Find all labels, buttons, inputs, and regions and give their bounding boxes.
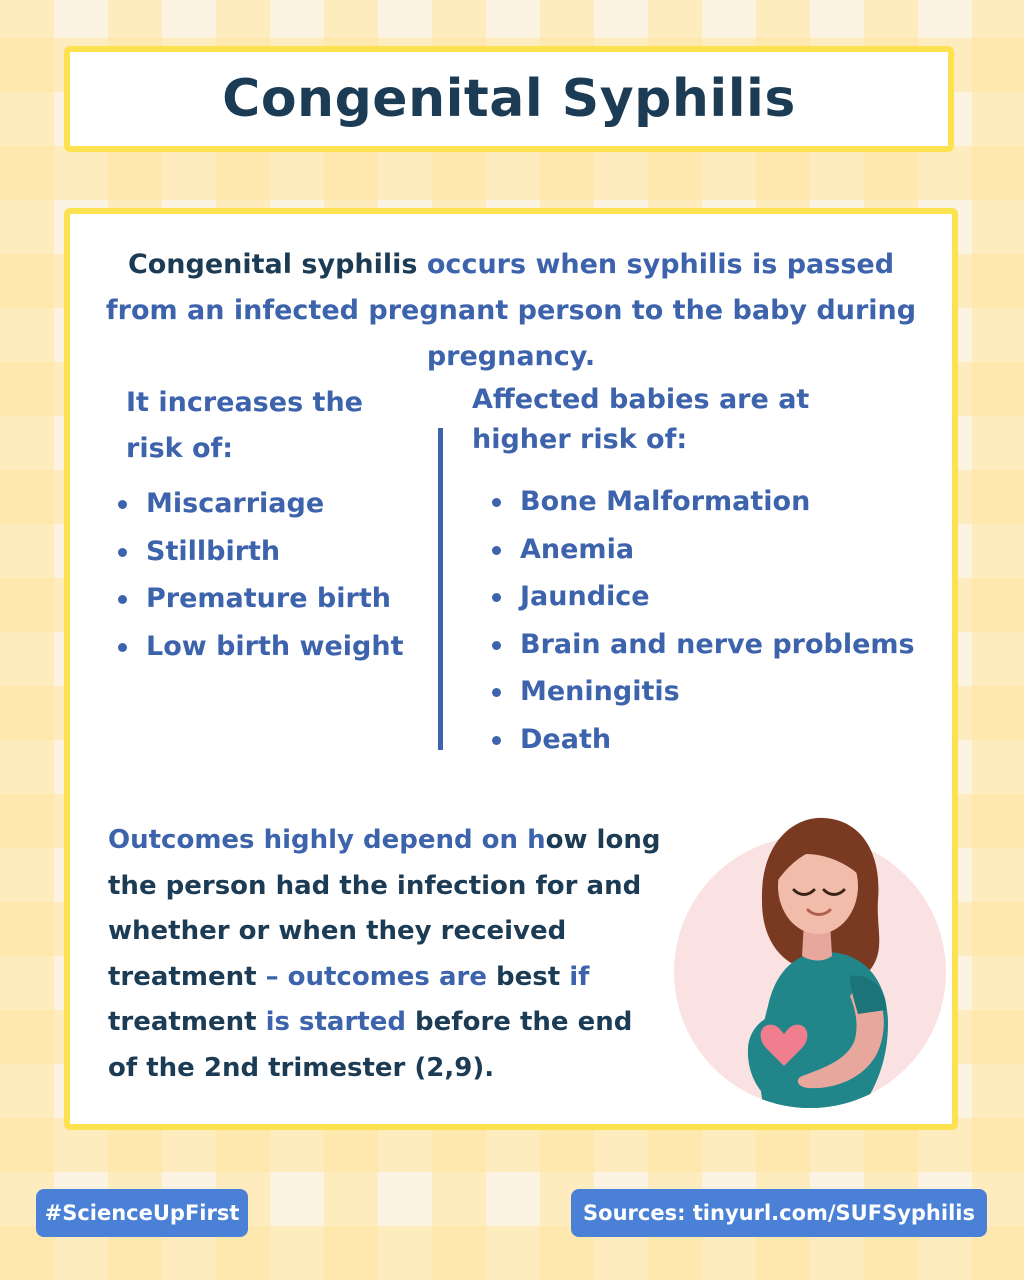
outcome-part: before the end of the 2nd trimester (2,9).: [108, 1007, 633, 1083]
right-column-heading: [472, 380, 942, 460]
pregnant-person-icon: [674, 810, 954, 1110]
list-item: Anemia: [472, 526, 942, 574]
left-column-heading: [126, 380, 436, 472]
risk-column-left: [116, 380, 436, 670]
pregnant-person-illustration: [674, 810, 954, 1110]
outcome-part: if: [569, 961, 590, 992]
left-heading-line1: It increases the: [126, 387, 363, 418]
list-item: Premature birth: [116, 575, 436, 623]
left-heading-line2: risk of:: [126, 433, 234, 464]
content-card: [64, 208, 958, 1130]
outcome-part: treatment: [108, 1007, 266, 1037]
left-risk-list: [116, 480, 436, 670]
list-item: Death: [472, 716, 942, 764]
page-title: Congenital Syphilis: [222, 69, 796, 129]
intro-rest: occurs when syphilis is passed from an infected pregnant person to the baby during pregnancy.: [105, 249, 917, 372]
outcome-part: is started: [265, 1007, 406, 1037]
sources-badge[interactable]: Sources: tinyurl.com/SUFSyphilis: [571, 1189, 987, 1237]
outcome-part: – outcomes are: [265, 961, 497, 992]
right-heading-line1: Affected babies are at: [472, 384, 810, 415]
intro-term: Congenital syphilis: [127, 249, 418, 280]
column-divider: [438, 428, 443, 750]
list-item: Low birth weight: [116, 623, 436, 671]
hashtag-badge: #ScienceUpFirst: [36, 1189, 248, 1237]
outcome-text: [108, 818, 668, 1091]
intro-text: [90, 242, 932, 380]
list-item: Jaundice: [472, 573, 942, 621]
list-item: Stillbirth: [116, 528, 436, 576]
right-risk-list: [472, 478, 942, 763]
list-item: Meningitis: [472, 668, 942, 716]
outcome-part: ow long the person had the infection for and whether or when they received treatment: [108, 825, 661, 992]
risk-column-right: [472, 380, 942, 763]
list-item: Bone Malformation: [472, 478, 942, 526]
list-item: Brain and nerve problems: [472, 621, 942, 669]
right-heading-line2: higher risk of:: [472, 424, 688, 455]
list-item: Miscarriage: [116, 480, 436, 528]
outcome-part: Outcomes highly depend on h: [108, 825, 546, 855]
title-banner: [64, 46, 954, 152]
outcome-part: best: [496, 961, 570, 992]
